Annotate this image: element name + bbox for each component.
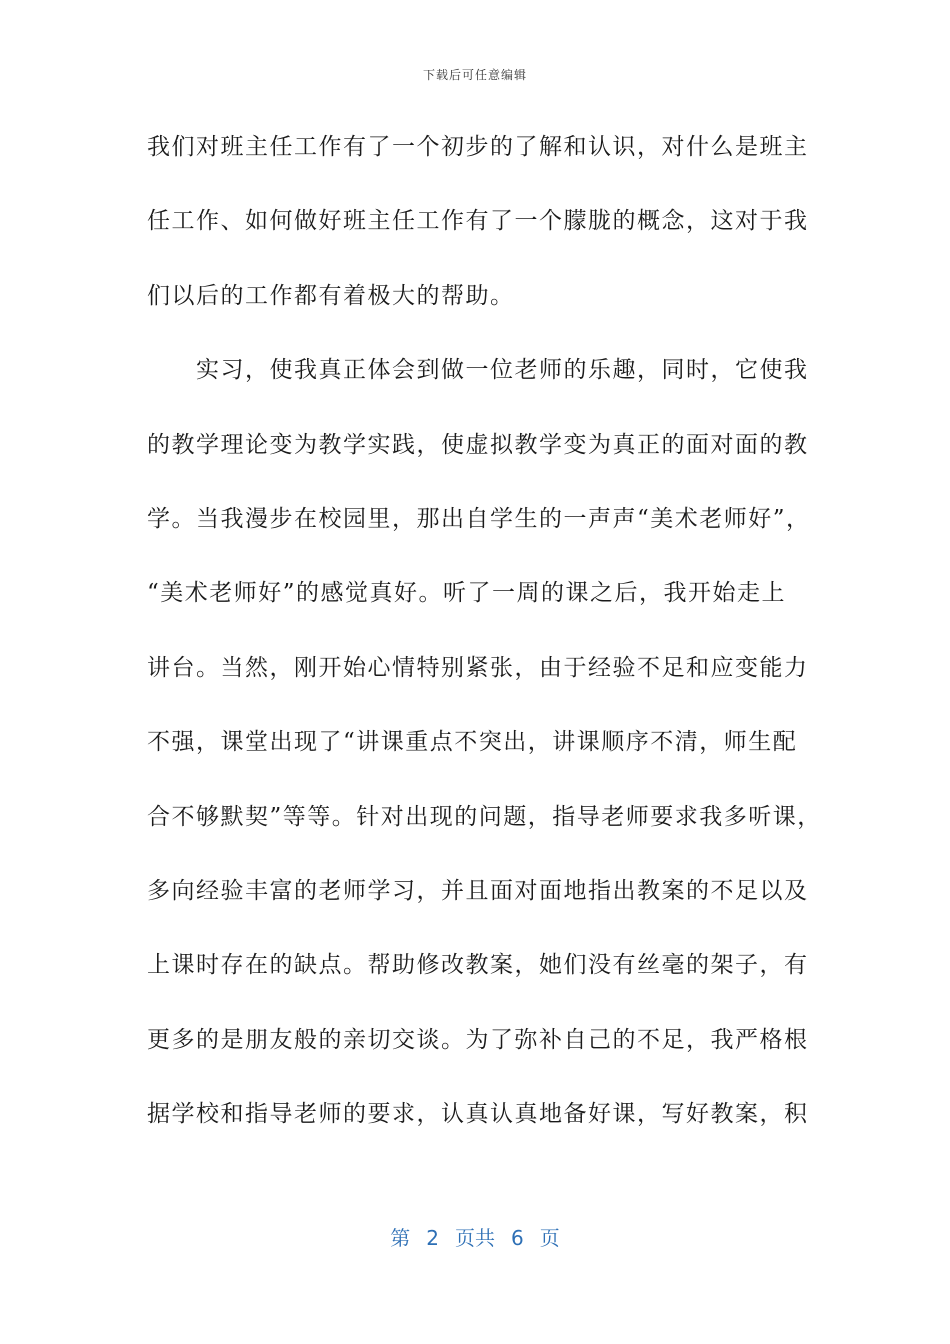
text-line: 的教学理论变为教学实践，使虚拟教学变为真正的面对面的教: [147, 431, 809, 458]
text-line: 合不够默契”等等。针对出现的问题，指导老师要求我多听课，: [147, 803, 822, 830]
total-pages-number: 6: [511, 1226, 524, 1250]
document-body: [147, 110, 822, 1151]
text-line: 实习，使我真正体会到做一位老师的乐趣，同时，它使我: [147, 357, 809, 384]
text-line: 上课时存在的缺点。帮助修改教案，她们没有丝毫的架子，有: [147, 952, 809, 979]
page-footer: [0, 1222, 950, 1251]
text-line: 据学校和指导老师的要求，认真认真地备好课，写好教案，积: [147, 1101, 809, 1128]
text-line: “美术老师好”的感觉真好。听了一周的课之后，我开始走上: [147, 580, 787, 607]
text-line: 学。当我漫步在校园里，那出自学生的一声声“美术老师好”，: [147, 505, 811, 532]
text-line: 们以后的工作都有着极大的帮助。: [147, 282, 515, 309]
text-line: 讲台。当然，刚开始心情特别紧张，由于经验不足和应变能力: [147, 654, 809, 681]
text-line: 任工作、如何做好班主任工作有了一个朦胧的概念，这对于我: [147, 208, 809, 235]
text-line: 多向经验丰富的老师学习，并且面对面地指出教案的不足以及: [147, 877, 809, 904]
text-line: 更多的是朋友般的亲切交谈。为了弥补自己的不足，我严格根: [147, 1026, 809, 1053]
footer-middle: 页共: [455, 1226, 495, 1250]
text-line: 不强，课堂出现了“讲课重点不突出，讲课顺序不清，师生配: [147, 729, 798, 756]
footer-suffix: 页: [539, 1226, 560, 1250]
footer-prefix: 第: [390, 1226, 411, 1250]
text-line: 我们对班主任工作有了一个初步的了解和认识，对什么是班主: [147, 134, 809, 160]
page-header: 下载后可任意编辑: [422, 68, 527, 82]
current-page-number: 2: [426, 1226, 439, 1250]
